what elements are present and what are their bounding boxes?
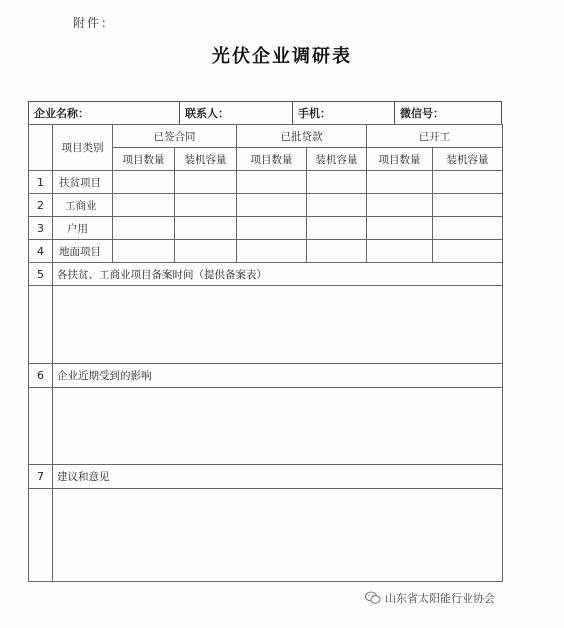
sub-header: 装机容量 — [433, 148, 503, 171]
sub-header: 项目数量 — [367, 148, 433, 171]
input-cell[interactable] — [237, 194, 307, 217]
association-logo — [365, 590, 495, 606]
section-answer-area[interactable] — [53, 388, 503, 465]
company-name-label: 企业名称： — [34, 107, 89, 120]
contact-cell[interactable] — [179, 102, 292, 124]
input-cell[interactable] — [367, 194, 433, 217]
logo-text: 山东省太阳能行业协会 — [385, 592, 495, 605]
input-cell[interactable] — [433, 240, 503, 263]
section-body-row — [29, 286, 503, 364]
sub-header: 装机容量 — [175, 148, 237, 171]
section-header-row — [29, 364, 503, 388]
phone-label: 手机： — [298, 107, 331, 120]
section-answer-area[interactable] — [53, 489, 503, 582]
section-margin-cell — [29, 286, 53, 364]
corner-cell — [29, 125, 53, 171]
input-cell[interactable] — [237, 240, 307, 263]
section-title: 各扶贫、工商业项目备案时间（提供备案表） — [53, 263, 503, 286]
company-name-cell[interactable] — [29, 102, 179, 124]
input-cell[interactable] — [175, 240, 237, 263]
section-header-row — [29, 465, 503, 489]
section-margin-cell — [29, 388, 53, 465]
section-number: 7 — [29, 465, 53, 489]
section-body-row — [29, 489, 503, 582]
group-header-row — [29, 125, 503, 148]
table-row — [29, 240, 503, 263]
info-row — [28, 101, 502, 124]
input-cell[interactable] — [307, 194, 367, 217]
row-number: 2 — [29, 194, 53, 217]
project-table — [28, 124, 503, 582]
table-row — [29, 171, 503, 194]
input-cell[interactable] — [433, 171, 503, 194]
row-category: 工商业 — [53, 194, 113, 217]
table-row — [29, 194, 503, 217]
group-header-signed: 已签合同 — [113, 125, 237, 148]
row-number: 3 — [29, 217, 53, 240]
wechat-icon — [365, 591, 381, 605]
input-cell[interactable] — [175, 194, 237, 217]
group-header-started: 已开工 — [367, 125, 503, 148]
table-row — [29, 217, 503, 240]
row-category: 地面项目 — [53, 240, 113, 263]
sub-header: 项目数量 — [113, 148, 175, 171]
category-header: 项目类别 — [53, 125, 113, 171]
phone-cell[interactable] — [292, 102, 394, 124]
contact-label: 联系人： — [185, 107, 229, 120]
sub-header: 装机容量 — [307, 148, 367, 171]
group-header-loan: 已批贷款 — [237, 125, 367, 148]
row-category: 户用 — [53, 217, 113, 240]
input-cell[interactable] — [367, 217, 433, 240]
section-number: 5 — [29, 263, 53, 286]
input-cell[interactable] — [433, 217, 503, 240]
input-cell[interactable] — [307, 217, 367, 240]
input-cell[interactable] — [367, 240, 433, 263]
row-number: 4 — [29, 240, 53, 263]
input-cell[interactable] — [307, 240, 367, 263]
section-answer-area[interactable] — [53, 286, 503, 364]
sub-header: 项目数量 — [237, 148, 307, 171]
input-cell[interactable] — [113, 217, 175, 240]
section-margin-cell — [29, 489, 53, 582]
section-title: 企业近期受到的影响 — [53, 364, 503, 388]
input-cell[interactable] — [113, 171, 175, 194]
section-header-row — [29, 263, 503, 286]
input-cell[interactable] — [113, 194, 175, 217]
row-number: 1 — [29, 171, 53, 194]
input-cell[interactable] — [175, 171, 237, 194]
input-cell[interactable] — [113, 240, 175, 263]
input-cell[interactable] — [175, 217, 237, 240]
wechat-cell[interactable] — [394, 102, 501, 124]
page-title: 光伏企业调研表 — [212, 46, 352, 67]
wechat-label: 微信号： — [400, 107, 444, 120]
row-category: 扶贫项目 — [53, 171, 113, 194]
section-title: 建议和意见 — [53, 465, 503, 489]
section-body-row — [29, 388, 503, 465]
survey-form — [28, 101, 502, 582]
input-cell[interactable] — [237, 217, 307, 240]
input-cell[interactable] — [433, 194, 503, 217]
input-cell[interactable] — [367, 171, 433, 194]
attachment-label: 附件： — [73, 16, 116, 30]
input-cell[interactable] — [307, 171, 367, 194]
input-cell[interactable] — [237, 171, 307, 194]
section-number: 6 — [29, 364, 53, 388]
